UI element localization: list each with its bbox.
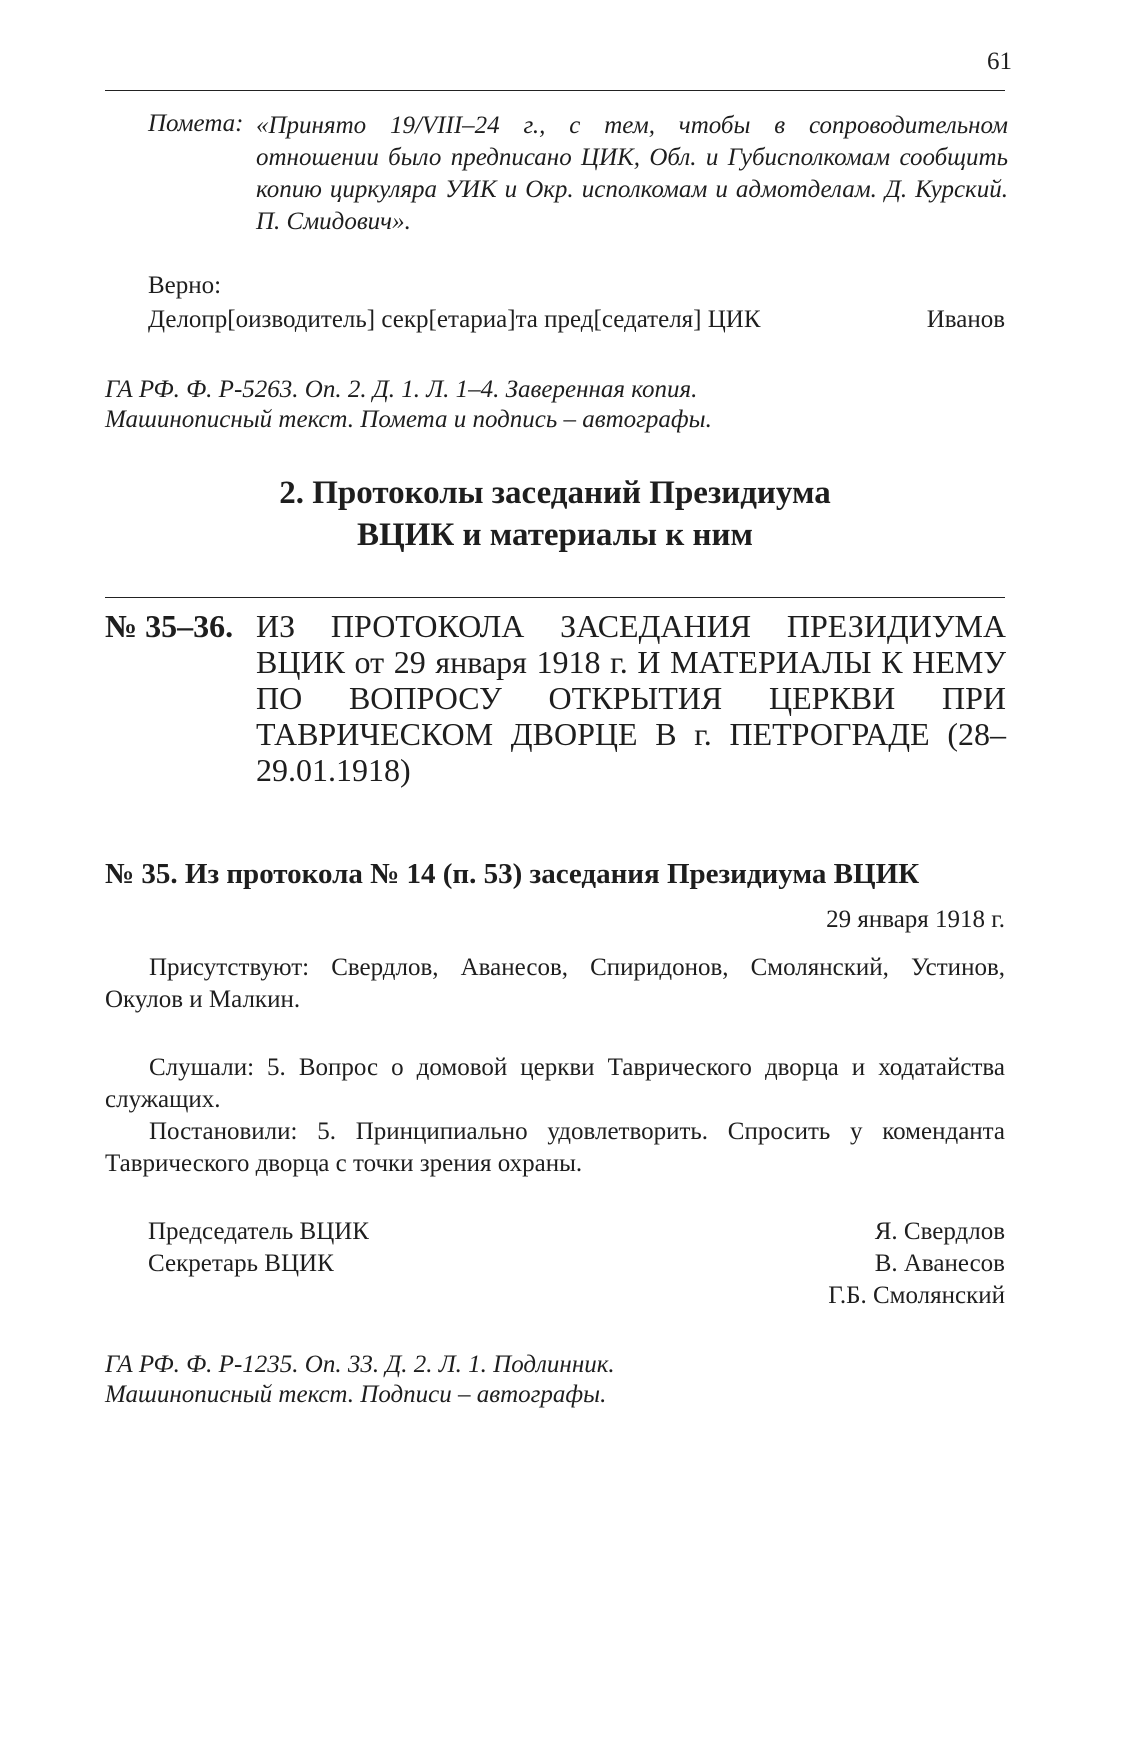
secretary-name: В. Аванесов [874, 1250, 1005, 1277]
document-group-title: ИЗ ПРОТОКОЛА ЗАСЕДАНИЯ ПРЕЗИДИУМА ВЦИК от 29 января 1918 г. И МАТЕРИАЛЫ К НЕМУ ПО ВОПРОСУ ОТКРЫТИЯ ЦЕРКВИ ПРИ ТАВРИЧЕСКОМ ДВОРЦЕ В г. ПЕТРОГРАДЕ (28–29.01.1918) [256, 608, 1006, 788]
section-rule [105, 597, 1005, 598]
section-title-line-1: 2. Протоколы заседаний Президиума [279, 475, 831, 511]
present-paragraph: Присутствуют: Свердлов, Аванесов, Спиридонов, Смолянский, Устинов, Окулов и Малкин. [105, 954, 1005, 1013]
note-text: «Принято 19/VIII–24 г., с тем, чтобы в сопроводительном отношении было предписано ЦИК, Обл. и Губисполкомам сообщить копию циркуляра УИК и Окр. исполкомам и адмотделам. Д. Курский. П. Смидович». [256, 112, 1008, 235]
source-1-line-1: ГА РФ. Ф. Р-5263. Оп. 2. Д. 1. Л. 1–4. Заверенная копия. [105, 376, 698, 403]
heard-paragraph: Слушали: 5. Вопрос о домовой церкви Таврического дворца и ходатайства служащих. [105, 1054, 1005, 1113]
source-citation-2 [105, 1350, 615, 1410]
signature-secretary [148, 1250, 1005, 1278]
document-35-heading: № 35. Из протокола № 14 (п. 53) заседания Президиума ВЦИК [105, 858, 920, 890]
certified-label: Верно: [148, 272, 222, 299]
signature-chair [148, 1218, 1005, 1246]
source-citation-1 [105, 375, 712, 435]
source-2-line-1: ГА РФ. Ф. Р-1235. Оп. 33. Д. 2. Л. 1. Подлинник. [105, 1351, 615, 1378]
document-35-date: 29 января 1918 г. [826, 906, 1005, 933]
resolved-paragraph: Постановили: 5. Принципиально удовлетворить. Спросить у коменданта Таврического дворца с точки зрения охраны. [105, 1118, 1005, 1177]
third-name: Г.Б. Смолянский [828, 1282, 1005, 1309]
note-label: Помета: [148, 110, 244, 137]
chair-title: Председатель ВЦИК [148, 1218, 369, 1245]
header-rule [105, 90, 1005, 91]
document-group-number: № 35–36. [105, 608, 234, 644]
signature-third [148, 1282, 1005, 1310]
secretary-title: Секретарь ВЦИК [148, 1250, 334, 1277]
source-2-line-2: Машинописный текст. Подписи – автографы. [105, 1381, 607, 1408]
chair-name: Я. Свердлов [874, 1218, 1005, 1245]
certified-position: Делопр[оизводитель] секр[етариа]та пред[седателя] ЦИК [148, 306, 761, 333]
section-title-line-2: ВЦИК и материалы к ним [357, 517, 753, 553]
page-number: 61 [987, 48, 1012, 75]
source-1-line-2: Машинописный текст. Помета и подпись – автографы. [105, 406, 712, 433]
certified-name: Иванов [926, 306, 1005, 333]
section-title [105, 472, 1005, 556]
